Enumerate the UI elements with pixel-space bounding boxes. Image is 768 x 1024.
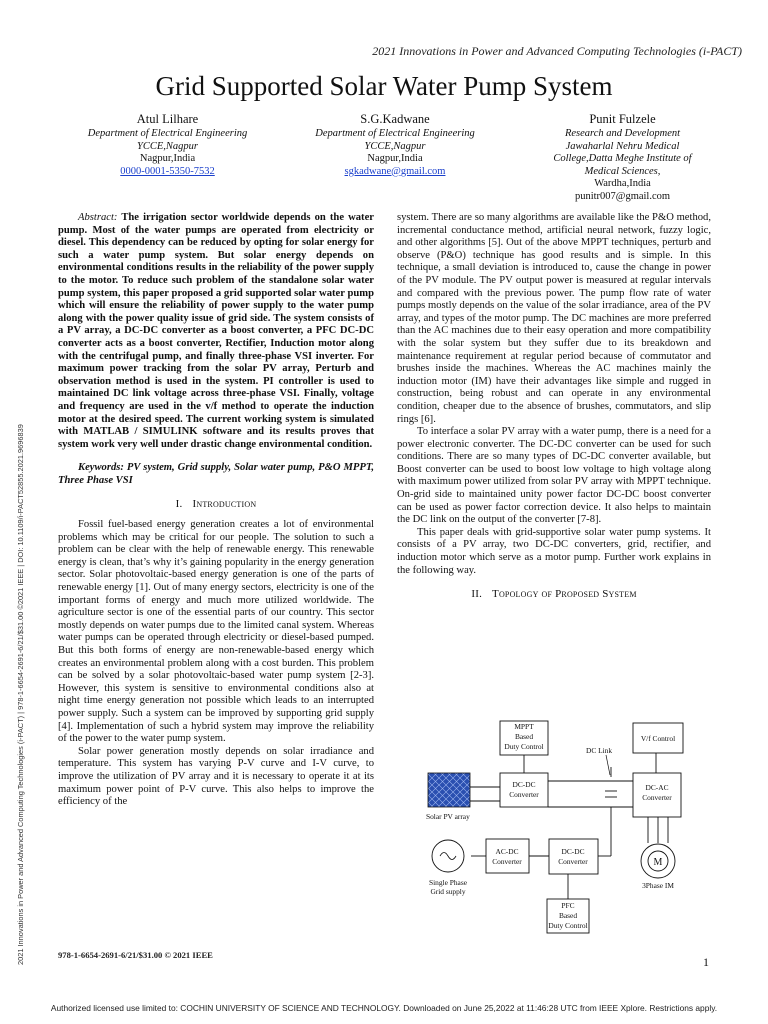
doi-side-banner: 2021 Innovations in Power and Advanced Computing Technologies (i-PACT) | 978-1-6654-2691-6/21/$31.00 ©2021 IEEE | DOI: 10.1109/i-PACT52855.2021.9696839 (16, 424, 25, 965)
mppt-label: Based (514, 732, 534, 741)
motor-label: 3Phase IM (642, 881, 674, 890)
mppt-label: Duty Control (504, 742, 544, 751)
conference-header: 2021 Innovations in Power and Advanced Computing Technologies (i-PACT) (372, 44, 742, 58)
author-affiliation: Jawaharlal Nehru Medical (565, 140, 680, 152)
vf-label: V/f Control (640, 734, 676, 743)
system-topology-diagram (418, 715, 714, 935)
section-number: II. (471, 588, 483, 601)
dcdc2-label: Converter (558, 857, 588, 866)
dc-link-label: DC Link (586, 746, 613, 755)
author-3 (510, 112, 735, 203)
section-title: Topology of Proposed System (492, 588, 637, 601)
section-number: I. (175, 498, 183, 511)
paragraph: Fossil fuel-based energy generation creates a lot of environmental problems which may be critical for our people. The solution to such a problem can be clear with the help of renewable energy. This renewable energy is clean, that’s why it’s gaining popularity in the energy generation sector. Solar photovoltaic-based energy generation is one of the parts of renewable energy [1]. Out of many energy sectors, electricity is one of the important forms of energy and much more utilized worldwide. The agriculture sector is one of the essential parts of our country. This sector mostly depends on water pumps due to the limited canal system. Whereas water pumps can be operated through electricity or diesel-based pumped. But this both forms of energy are non-renewable-based energy which creates an environmental problem along with a cost burden. This problem can be solved by a solar photovoltaic-based water pump system [2-3]. However, this system is sensitive to environmental conditions also at night time energy generation not possible which leads to an interrupted power supply. Such a system can be improved by supporting grid supply [4]. Implementation of such a hybrid system may improve the reliability of the power to the water pump system. (58, 519, 374, 745)
dcdc2-label: DC-DC (561, 847, 585, 856)
left-column (58, 212, 374, 809)
acdc-label: AC-DC (495, 847, 519, 856)
mppt-label: MPPT (514, 722, 534, 731)
author-name: S.G.Kadwane (360, 112, 430, 126)
grid-label: Grid supply (430, 887, 466, 896)
abstract-label: Abstract: (78, 212, 118, 223)
paragraph: Solar power generation mostly depends on solar irradiance and temperature. This system has varying P-V curve and I-V curve, to improve the utilization of PV array and it is necessary to operate it at its maximum power point of P-V curve. This also helps to improve the efficiency of the (58, 745, 374, 808)
authorized-use-notice: Authorized licensed use limited to: COCHIN UNIVERSITY OF SCIENCE AND TECHNOLOGY. Downloaded on June 25,2022 at 11:46:28 UTC from IEEE Xplore. Restrictions apply. (50, 1003, 718, 1013)
author-location: Wardha,India (594, 178, 651, 189)
author-email: punitr007@gmail.com (574, 190, 671, 202)
pfc-label: Duty Control (548, 921, 588, 930)
dcdc-label: DC-DC (512, 780, 536, 789)
topology-svg (418, 715, 714, 935)
paragraph: This paper deals with grid-supportive solar water pump systems. It consists of a PV array, two DC-DC converters, grid, rectifier, and induction motor which serve as a motor pump. Further work explains in the following way. (397, 526, 711, 576)
author-1 (55, 112, 280, 203)
author-location: Nagpur,India (367, 153, 423, 164)
abstract (58, 212, 374, 451)
paper-title: Grid Supported Solar Water Pump System (155, 71, 613, 101)
section-heading-introduction (58, 498, 374, 511)
acdc-label: Converter (492, 857, 522, 866)
author-affiliation: Medical Sciences, (584, 165, 661, 177)
dcdc-label: Converter (509, 790, 539, 799)
author-affiliation: YCCE,Nagpur (137, 140, 198, 152)
dcac-label: Converter (642, 793, 672, 802)
pv-label: Solar PV array (426, 812, 470, 821)
author-name: Atul Lilhare (136, 112, 199, 126)
author-affiliation: YCCE,Nagpur (364, 140, 426, 152)
author-location: Nagpur,India (139, 153, 196, 164)
copyright-footer: 978-1-6654-2691-6/21/$31.00 © 2021 IEEE (58, 950, 213, 960)
keywords: Keywords: PV system, Grid supply, Solar water pump, P&O MPPT, Three Phase VSI (58, 462, 374, 486)
right-column (397, 212, 711, 609)
author-block (55, 112, 735, 203)
paragraph: To interface a solar PV array with a water pump, there is a need for a power electronic converter. The DC-DC converter can be used for such conditions. There are so many types of DC-DC converter available, but Boost converter can be used to boost low voltage to high voltage along with maximum power utilized from solar PV array with MPPT technique. On-grid side to maintained unity power factor DC-DC boost converter can be used as power factor correction device. It also helps to maintain the DC link on the output of the converter [7-8]. (397, 426, 711, 526)
dc-link-pointer (606, 755, 610, 775)
section-title: Introduction (192, 498, 257, 511)
author-affiliation: Research and Development (564, 128, 681, 139)
author-affiliation: College,Datta Meghe Institute of (553, 153, 692, 164)
abstract-text: The irrigation sector worldwide depends on the water pump. Most of the water pumps are operated from electricity or diesel. This dependency can be reduced by opting for solar energy for such a water pump system. But solar energy depends on environmental conditions results in the reliability of the power supply to the motor. To reduce such problem of the standalone solar water pump system, this paper proposed a grid supported solar water pump which will ensure the reliability of power supply to the water pump along with the power quality issue of grid side. The system consists of a PV array, a DC-DC converter as a boost converter, a PFC DC-DC converter acts as a boost converter, Rectifier, Induction motor along with the centrifugal pump, and finally three-phase VSI inverter. For maximum power tracking from the solar PV array, Perturb and observation method is used in the system. PI controller is used to maintained DC link voltage across three-phase VSI. Finally, voltage and frequency are used in the v/f method to operate the induction motor at the desired speed. The current working system is simulated with MATLAB / SIMULINK software and its results proves that system work very well under drastic change environmental condition. (58, 212, 374, 450)
author-affiliation: Department of Electrical Engineering (315, 128, 475, 139)
author-orcid-link[interactable]: 0000-0001-5350-7532 (120, 165, 215, 177)
paragraph: system. There are so many algorithms are available like the P&O method, incremental conductance method, artificial neural network, fuzzy logic, and other algorithms [5]. Out of the above MPPT techniques, perturb and observe (P&O) technique has good results and is simple. In this technique, a small deviation is introduced to, cause the change in power of the PV module. The PV output power is measured at regular intervals and compared with the previous power. The pump flow rate of water pumps mostly depends on the value of the solar irradiance, area of the PV array, and types of the motor pump. The DC machines are more preferred than the AC machines due to their easy operation and more compatibility with the solar system but they suffer due to its breakdown and maintenance requirement at regular period because of commutator and brushes inside the machines. Whereas the AC machines mainly the induction motor (IM) have their advantages like simple and rugged in construction, being robust and can operate in any environmental condition, cheaper due to the absence of brushes, commutators, and slip rings [6]. (397, 212, 711, 425)
acdc-converter-box (486, 839, 529, 873)
pfc-label: Based (558, 911, 578, 920)
author-affiliation: Department of Electrical Engineering (87, 128, 248, 139)
author-2 (283, 112, 508, 203)
section-heading-topology (397, 588, 711, 601)
author-email-link[interactable]: sgkadwane@gmail.com (344, 165, 446, 177)
solar-pv-array-icon (428, 773, 470, 807)
grid-label: Single Phase (429, 878, 467, 887)
pfc-label: PFC (561, 901, 575, 910)
page-number: 1 (703, 955, 709, 969)
motor-symbol: M (653, 857, 663, 868)
author-name: Punit Fulzele (589, 112, 656, 126)
dcac-label: DC-AC (645, 783, 669, 792)
